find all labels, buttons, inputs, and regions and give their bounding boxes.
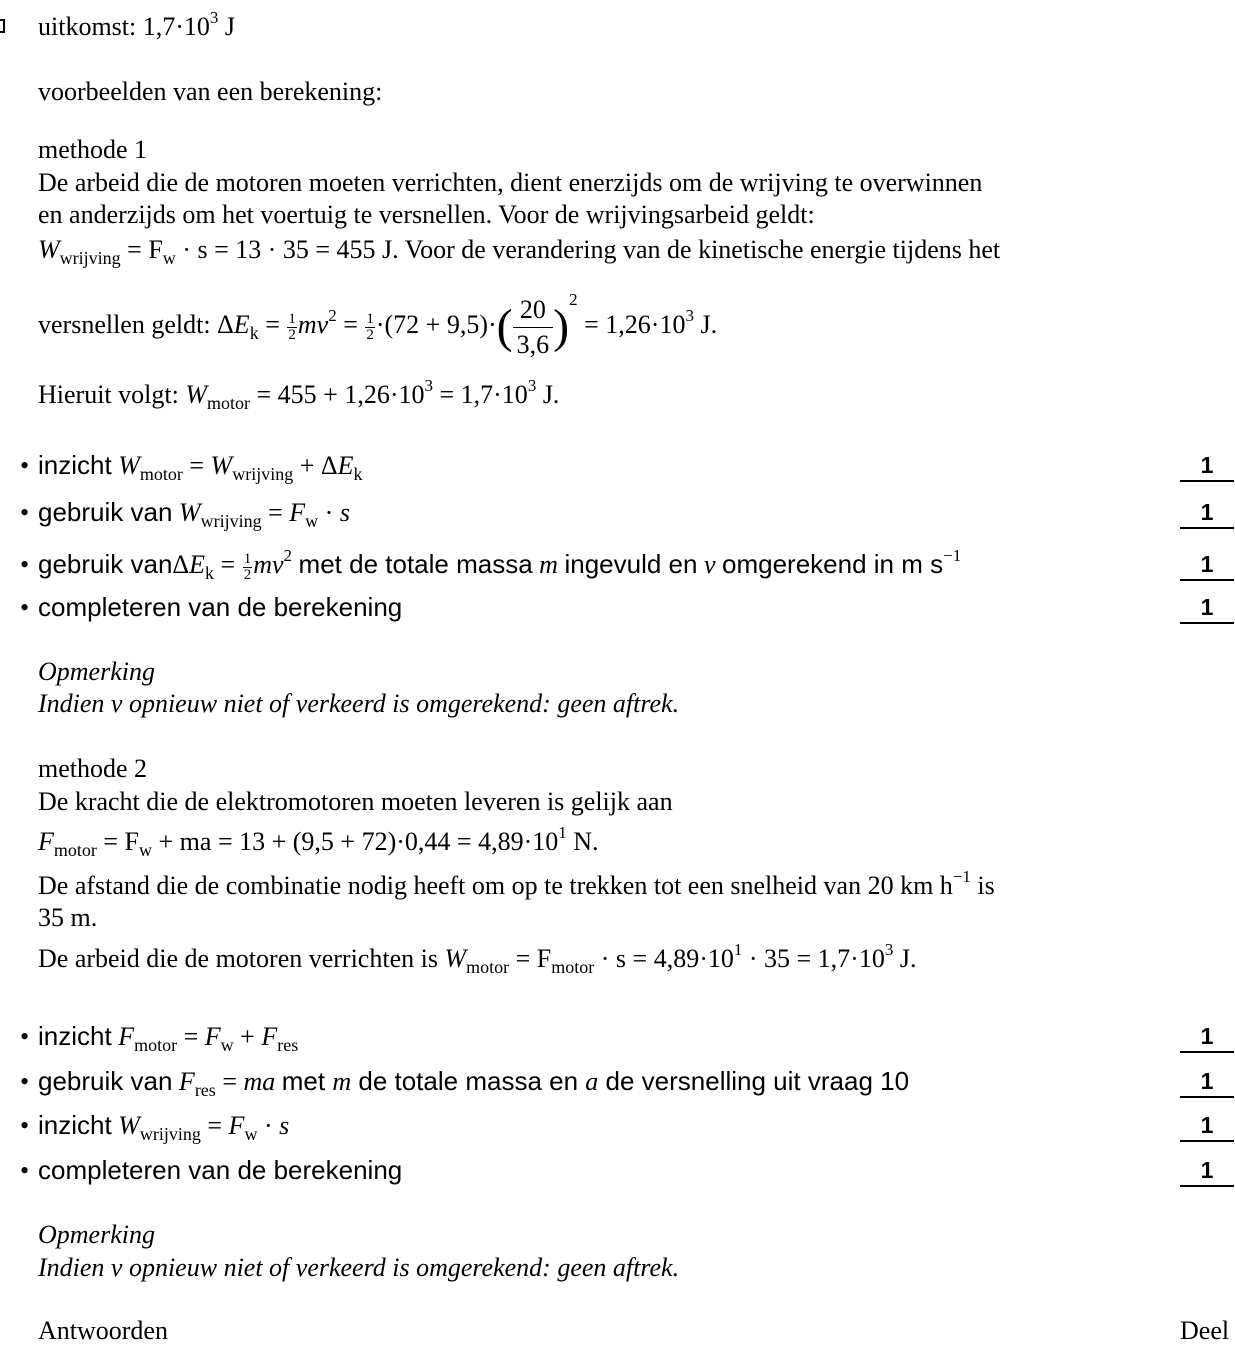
m2-score-2: 1 [1180, 1068, 1234, 1098]
m1-score-2: 1 [1180, 499, 1234, 529]
answer-checkbox[interactable] [0, 19, 5, 33]
m2-score-4: 1 [1180, 1157, 1234, 1187]
m1-score-4: 1 [1180, 594, 1234, 624]
uitkomst-value: $1,7\cdot 10^3$ J [142, 8, 236, 41]
m2-score-3: 1 [1180, 1112, 1234, 1142]
f-motor-eq: $F_{motor} = F_w$ + ma = $13 + (9,5 + 72)\cdot 0,44 = 4,89\cdot 10^1$ N. [38, 823, 599, 860]
delta-ek-eq: $\Delta E_k$ = $\frac{1}{2}$ $mv^2$ = $\frac{1}{2}$ ·(72 + 9,5)·( $\frac{20}{3,6}$ )$^2 = 1,26\cdot 10^3$ J. [217, 290, 718, 359]
methode1-title: methode 1 [38, 135, 148, 164]
m2-score-1: 1 [1180, 1023, 1234, 1053]
methode2-line3: De afstand die de combinatie nodig heeft om op te trekken tot een snelheid van 20 km $h^{-1}$ is [38, 867, 995, 900]
m1-bullet-3: • gebruik vanΔE$_k$ = $\frac{1}{2}$ $mv^2$ met de totale massa m ingevuld en v omgerekend in m $s^{-1}$ [20, 546, 962, 583]
m2-bullet-4: • completeren van de berekening [20, 1155, 403, 1185]
m1-bullet-1: • inzicht $W_{motor} = W_{wrijving} + \Delta E_k$ [20, 450, 363, 484]
m2-opmerking-title: Opmerking [38, 1220, 155, 1249]
methode2-line1: De kracht die de elektromotoren moeten leveren is gelijk aan [38, 787, 673, 816]
methode1-line4: versnellen geldt: $\Delta E_k$ = $\frac{1}{2}$ $mv^2$ = $\frac{1}{2}$ ·(72 + 9,5)·( $\frac{20}{3,6}$ )$^2 = 1,26\cdot 10^3$ J. [38, 290, 718, 359]
w-motor-eq: $W_{motor} = 455 + 1,26\cdot 10^3 = 1,7\cdot 10^3$ J. [185, 376, 560, 413]
methode2-line2 [38, 823, 599, 860]
m1-opmerking-text: Indien v opnieuw niet of verkeerd is omgerekend: geen aftrek. [38, 689, 680, 718]
methode1-line3: $W_{wrijving} = F_w \cdot s = 13 \cdot 35 = 455$ J. Voor de verandering van de kinetische energie tijdens het [38, 235, 1001, 268]
m1-score-1: 1 [1180, 452, 1234, 482]
methode2-line4: 35 m. [38, 903, 98, 932]
footer-left: Antwoorden [38, 1316, 168, 1345]
m1-bullet-4: • completeren van de berekening [20, 592, 403, 622]
m2-opmerking-text: Indien v opnieuw niet of verkeerd is omgerekend: geen aftrek. [38, 1253, 680, 1282]
methode1-line5: Hieruit volgt: $W_{motor} = 455 + 1,26\cdot 10^3 = 1,7\cdot 10^3$ J. [38, 376, 560, 413]
uitkomst-line: uitkomst: $1,7\cdot 10^3$ J [38, 8, 236, 41]
voorbeelden-heading: voorbeelden van een berekening: [38, 77, 383, 106]
m1-score-3: 1 [1180, 551, 1234, 581]
methode2-title: methode 2 [38, 754, 148, 783]
m2-bullet-2: • gebruik van $F_{res}$ = ma met m de totale massa en a de versnelling uit vraag 10 [20, 1066, 910, 1100]
m2-bullet-1: • inzicht $F_{motor} = F_w + F_{res}$ [20, 1021, 299, 1055]
m2-bullet-3: • inzicht $W_{wrijving} = F_w \cdot s$ [20, 1110, 290, 1144]
methode1-line1: De arbeid die de motoren moeten verrichten, dient enerzijds om de wrijving te overwinnen [38, 168, 983, 197]
m1-bullet-2: • gebruik van $W_{wrijving} = F_w \cdot s$ [20, 497, 350, 531]
methode1-line2: en anderzijds om het voertuig te versnellen. Voor de wrijvingsarbeid geldt: [38, 200, 815, 229]
methode2-line5: De arbeid die de motoren verrichten is $W_{motor} = F_{motor} \cdot s = 4,89\cdot 10^1 \cdot 35 = 1,7\cdot 10^3$ J. [38, 940, 917, 977]
w-wrijving-eq: $W_{wrijving} = F_w \cdot s = 13 \cdot 35 = 455$ J. [38, 235, 399, 268]
footer-right: Deel [1180, 1316, 1230, 1345]
m1-opmerking-title: Opmerking [38, 657, 155, 686]
